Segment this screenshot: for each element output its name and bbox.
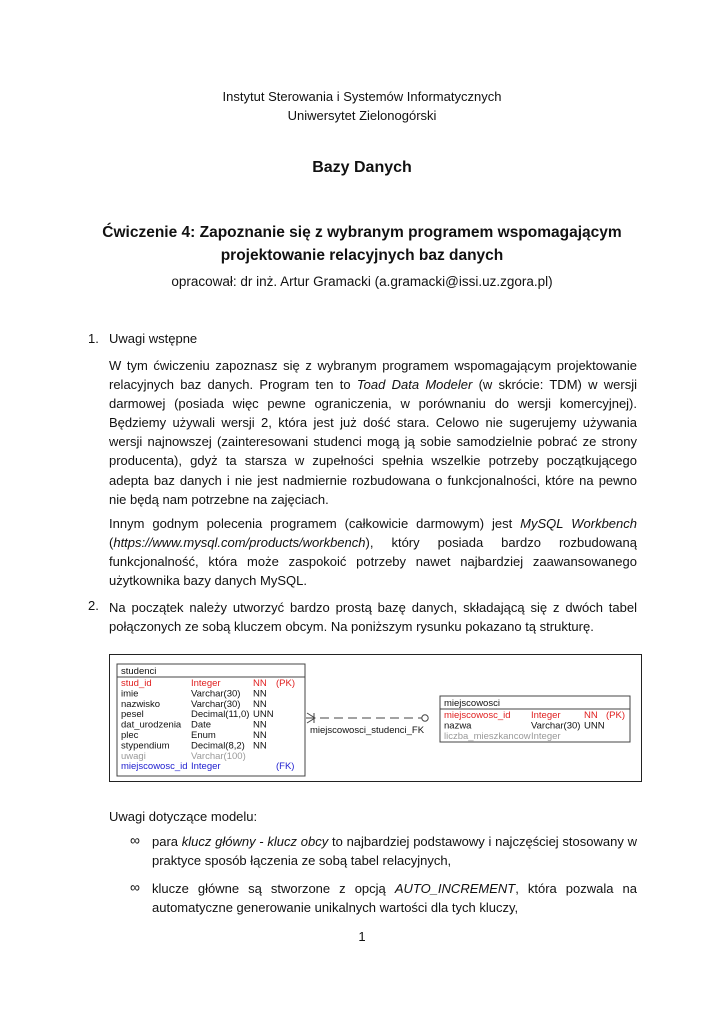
- miejscowosci-col-type: Varchar(30): [531, 720, 581, 732]
- studenci-col-nn: NN: [253, 698, 267, 710]
- studenci-col-key: (FK): [276, 761, 295, 773]
- exercise-title-line2: projektowanie relacyjnych baz danych: [220, 247, 504, 264]
- studenci-col-name: miejscowosc_id: [121, 761, 188, 773]
- studenci-col-type: Date: [191, 719, 212, 731]
- p1-text-a: W tym ćwiczeniu zapoznasz się z wybranym programem wspomagającym projektowanie relacyjnych baz danych. Program ten to: [109, 358, 637, 393]
- b1-primary-key: klucz główny: [181, 834, 256, 849]
- section1-number: 1.: [88, 331, 99, 346]
- p2-text-c: ), który posiada bardzo rozbudowaną funkcjonalność, która może zaspokoić potrzeby nawet najbardziej zaawansowanego użytkownika bazy danych MySQL.: [109, 535, 637, 589]
- studenci-col-type: Enum: [191, 730, 216, 741]
- b1-text-a: para: [152, 834, 182, 849]
- notes-intro: Uwagi dotyczące modelu:: [109, 809, 258, 824]
- bullet-2: [152, 879, 637, 917]
- miejscowosci-col-type: Integer: [531, 710, 561, 721]
- p2-tool-name: MySQL Workbench: [520, 516, 637, 531]
- miejscowosci-col-type: Integer: [531, 730, 561, 742]
- studenci-col-name: dat_urodzenia: [121, 719, 182, 731]
- page-number: 1: [358, 929, 366, 944]
- bullet-symbol-2: ∞: [130, 879, 140, 895]
- studenci-col-type: Integer: [191, 678, 221, 689]
- p1-text-b: (w skrócie: TDM) w wersji darmowej (posiada więc pewne ograniczenia, w porównaniu do wersji komercyjnej). Będziemy używali wersji 2, która jest już dość stara. Celowo nie sugerujemy używania wersji najnowszej (zainteresowani studenci mogą ją sobie samodzielnie pobrać ze strony producenta), gdyż ta starsza w zupełności spełnia wszelkie potrzeby początkującego adepta baz danych i nie jest nadmiernie rozbudowana o funkcjonalności, które na pewno nie będą nam potrzebne na zajęciach.: [109, 377, 638, 507]
- studenci-col-type: Integer: [191, 761, 221, 773]
- miejscowosci-col-key: (PK): [606, 710, 625, 721]
- exercise-title-line1: Ćwiczenie 4: Zapoznanie się z wybranym programem wspomagającym: [102, 224, 622, 241]
- miejscowosci-col-nn: NN: [584, 710, 598, 721]
- section2-number: 2.: [88, 598, 99, 613]
- bullet-1: [152, 832, 637, 870]
- studenci-col-nn: NN: [253, 678, 267, 689]
- studenci-col-nn: NN: [253, 730, 267, 741]
- erd-diagram: [109, 654, 642, 782]
- section2-paragraph: Na początek należy utworzyć bardzo prostą bazę danych, składającą się z dwóch tabel połączonych ze sobą kluczem obcym. Na poniższym rysunku pokazano tą strukturę.: [109, 600, 637, 635]
- relation-name: miejscowosci_studenci_FK: [310, 725, 425, 736]
- studenci-col-name: plec: [121, 730, 139, 741]
- p2-text-a: Innym godnym polecenia programem (całkowicie darmowym) jest: [109, 516, 521, 531]
- p2-url: https://www.mysql.com/products/workbench: [113, 535, 366, 551]
- b2-text-a: klucze główne są stworzone z opcją: [152, 881, 395, 896]
- studenci-col-type: Varchar(30): [191, 688, 241, 700]
- institute-header: [0, 87, 724, 125]
- studenci-col-name: nazwisko: [121, 698, 161, 710]
- university-name: Uniwersytet Zielonogórski: [287, 108, 437, 123]
- studenci-col-name: stypendium: [121, 740, 170, 752]
- section1-paragraph2: [109, 514, 637, 590]
- b1-text-b: -: [255, 834, 268, 849]
- p1-tool-name: Toad Data Modeler: [356, 377, 473, 393]
- studenci-col-name: uwagi: [121, 750, 146, 762]
- section1-paragraph1: [109, 356, 637, 509]
- studenci-col-nn: NN: [253, 688, 267, 700]
- studenci-col-nn: NN: [253, 719, 267, 731]
- p2-text-b: (: [109, 535, 114, 551]
- miejscowosci-col-nn: UNN: [584, 720, 605, 732]
- studenci-col-type: Varchar(100): [191, 750, 246, 762]
- studenci-col-type: Varchar(30): [191, 698, 241, 710]
- studenci-col-nn: NN: [253, 740, 267, 752]
- studenci-col-type: Decimal(8,2): [191, 740, 245, 752]
- author-line: opracował: dr inż. Artur Gramacki (a.gramacki@issi.uz.zgora.pl): [171, 274, 553, 289]
- b2-text-b: , która pozwala na automatyczne generowanie unikalnych wartości dla tych kluczy,: [152, 881, 637, 916]
- course-title: Bazy Danych: [312, 159, 412, 176]
- studenci-col-name: stud_id: [121, 678, 152, 689]
- miejscowosci-col-name: miejscowosc_id: [444, 710, 511, 721]
- optional-circle-icon: [422, 715, 428, 721]
- section1-heading: Uwagi wstępne: [109, 331, 198, 346]
- institute-name: Instytut Sterowania i Systemów Informatycznych: [222, 89, 502, 104]
- studenci-col-name: pesel: [121, 709, 144, 721]
- b1-foreign-key: klucz obcy: [267, 834, 329, 849]
- b1-text-c: to najbardziej podstawowy i najczęściej stosowany w praktyce sposób łączenia ze sobą tabel relacyjnych,: [152, 834, 637, 869]
- studenci-col-name: imie: [121, 688, 139, 700]
- studenci-col-nn: UNN: [253, 709, 274, 721]
- b2-option: AUTO_INCREMENT: [394, 881, 516, 896]
- bullet-symbol-1: ∞: [130, 832, 140, 848]
- erd-svg: [110, 655, 640, 780]
- miejscowosci-col-name: liczba_mieszkancow: [444, 730, 531, 742]
- studenci-col-key: (PK): [276, 678, 295, 689]
- exercise-title: [0, 221, 724, 267]
- studenci-col-type: Decimal(11,0): [191, 709, 250, 721]
- table-miejscowosci-name: miejscowosci: [444, 698, 500, 709]
- miejscowosci-col-name: nazwa: [444, 720, 472, 732]
- table-studenci-name: studenci: [121, 666, 157, 677]
